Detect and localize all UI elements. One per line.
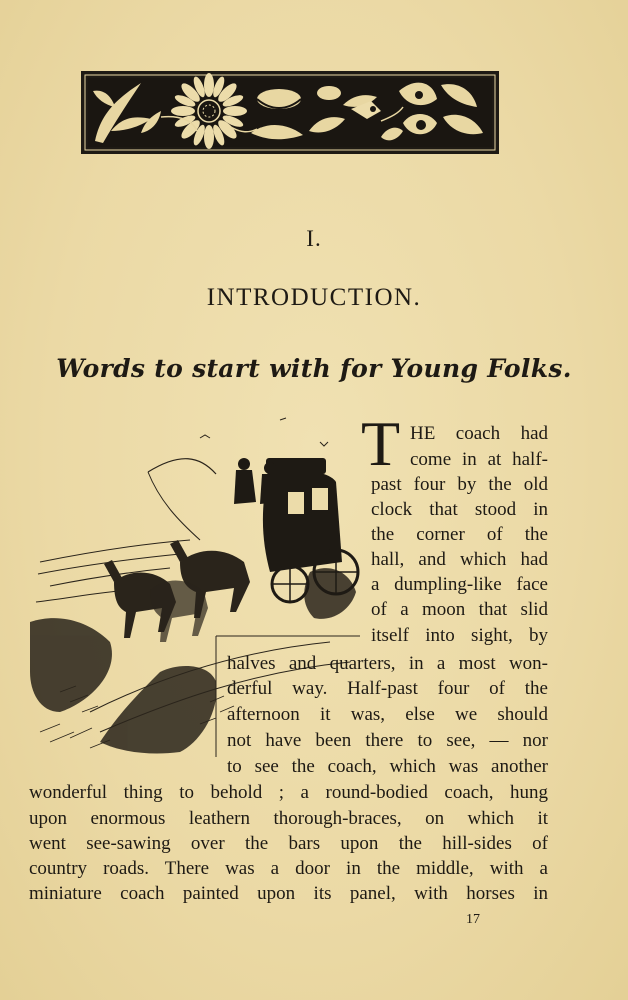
chapter-number: I. xyxy=(306,226,322,251)
text-line: clock that stood in xyxy=(371,499,548,520)
text-line: come in at half- xyxy=(410,449,548,470)
text-line: to see the coach, which was another xyxy=(227,756,548,777)
text-line: not have been there to see, — nor xyxy=(227,730,548,751)
text-line: afternoon it was, else we should xyxy=(227,704,548,725)
text-line: of a moon that slid xyxy=(371,599,548,620)
text-line: miniature coach painted upon its panel, with horses in xyxy=(29,883,548,904)
chapter-title: INTRODUCTION. xyxy=(206,284,422,311)
drop-cap: T xyxy=(361,408,401,479)
page-number: 17 xyxy=(466,912,480,927)
text-line: halves and quarters, in a most won- xyxy=(227,653,548,674)
text-line: past four by the old xyxy=(371,474,548,495)
text-line: itself into sight, by xyxy=(371,625,548,646)
text-line: HE coach had xyxy=(410,423,548,444)
text-line: went see-sawing over the bars upon the hill-sides of xyxy=(29,833,548,854)
text-line: wonderful thing to behold ; a round-bodied coach, hung xyxy=(29,782,548,803)
text-line: country roads. There was a door in the middle, with a xyxy=(29,858,548,879)
chapter-subtitle: Words to start with for Young Folks. xyxy=(56,354,572,383)
text-line: hall, and which had xyxy=(371,549,548,570)
text-line: the corner of the xyxy=(371,524,548,545)
floral-band-ornament xyxy=(81,71,499,154)
text-line: upon enormous leathern thorough-braces, on which it xyxy=(29,808,548,829)
text-line: derful way. Half-past four of the xyxy=(227,678,548,699)
text-line: a dumpling-like face xyxy=(371,574,548,595)
